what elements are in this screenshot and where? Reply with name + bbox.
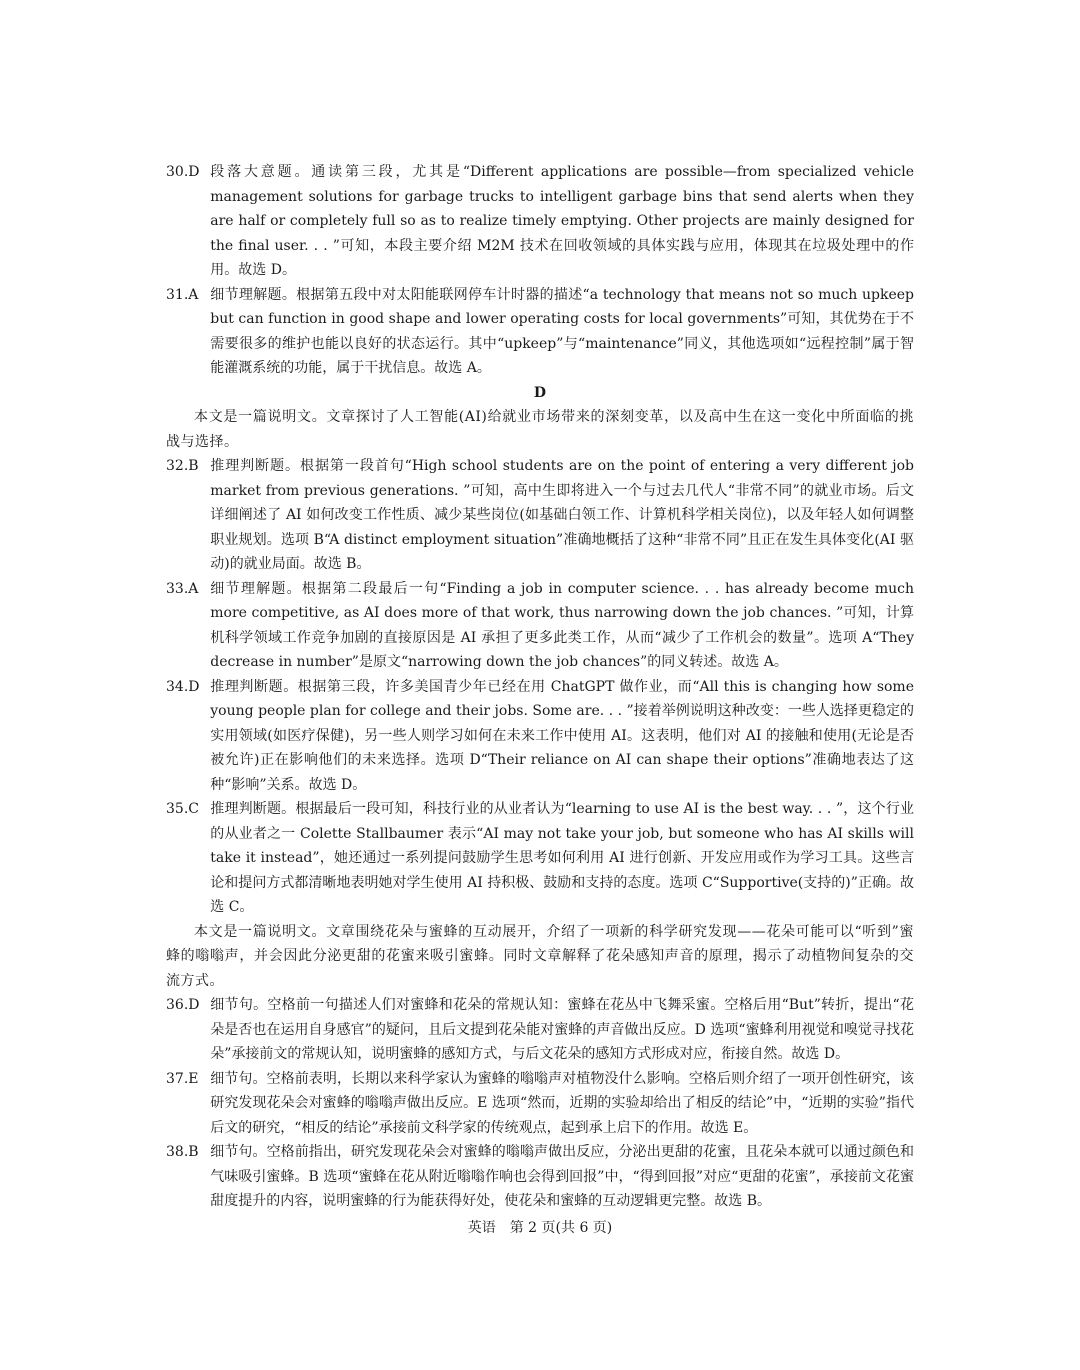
section-heading-d: D: [533, 384, 547, 401]
answer-list-part-3: [166, 993, 914, 1214]
answer-item-36: [166, 993, 914, 1067]
answer-explanation: 段落大意题。通读第三段，尤其是“Different applications are possible—from specialized vehicle management solutions for garbage trucks to intelligent garbage bins that send alerts when they are half or completely full so as to realize timely emptying. Other projects are mainly designed for the final user. . . ”可知，本段主要介绍 M2M 技术在回收领域的具体实践与应用，体现其在垃圾处理中的作用。故选 D。: [210, 164, 914, 278]
answer-letter: B: [188, 1144, 199, 1160]
answer-letter: A: [188, 580, 199, 597]
answer-explanation: 细节理解题。根据第二段最后一句“Finding a job in computer science. . . has already become much more competitive, as AI does more of that work, thus narrowing down the job chances. ”可知，计算机科学领域工作竞争加剧的直接原因是 AI 承担了更多此类工作，从而“减少了工作机会的数量”。选项 A“They decrease in number”是原文“narrowing down the job chances”的同义转述。故选 A。: [210, 580, 914, 670]
answer-explanation: 细节句。空格前指出，研究发现花朵会对蜜蜂的嗡嗡声做出反应，分泌出更甜的花蜜，且花朵本就可以通过颜色和气味吸引蜜蜂。B 选项“蜜蜂在花从附近嗡嗡作响也会得到回报”中，“得到回报”对应“更甜的花蜜”，承接前文花蜜甜度提升的内容，说明蜜蜂的行为能获得好处，使花朵和蜜蜂的互动逻辑更完整。故选 B。: [210, 1144, 914, 1209]
answer-letter: A: [188, 286, 199, 303]
question-number: 32.: [166, 458, 189, 474]
answer-list-part-1: [166, 160, 914, 381]
question-number: 33.: [166, 580, 189, 597]
answer-item-32: [166, 454, 914, 577]
answer-item-37: [166, 1067, 914, 1141]
passage-summary-2: 本文是一篇说明文。文章围绕花朵与蜜蜂的互动展开，介绍了一项新的科学研究发现——花朵可能可以“听到”蜜蜂的嗡嗡声，并会因此分泌更甜的花蜜来吸引蜜蜂。同时文章解释了花朵感知声音的原理，揭示了动植物间复杂的交流方式。: [166, 923, 914, 989]
answer-explanation: 细节句。空格前表明，长期以来科学家认为蜜蜂的嗡嗡声对植物没什么影响。空格后则介绍了一项开创性研究，该研究发现花朵会对蜜蜂的嗡嗡声做出反应。E 选项“然而，近期的实验却给出了相反的结论”中，“近期的实验”指代后文的研究，“相反的结论”承接前文科学家的传统观点，起到承上启下的作用。故选 E。: [210, 1070, 914, 1136]
question-number: 35.: [166, 801, 189, 817]
answer-item-30: [166, 160, 914, 283]
answer-explanation: 细节句。空格前一句描述人们对蜜蜂和花朵的常规认知：蜜蜂在花丛中飞舞采蜜。空格后用“But”转折，提出“花朵是否也在运用自身感官”的疑问，且后文提到花朵能对蜜蜂的声音做出反应。D 选项“蜜蜂利用视觉和嗅觉寻找花朵”承接前文的常规认知，说明蜜蜂的感知方式，与后文花朵的感知方式形成对应，衔接自然。故选 D。: [210, 997, 914, 1062]
answer-letter: D: [188, 164, 200, 180]
passage-summary-d: 本文是一篇说明文。文章探讨了人工智能(AI)给就业市场带来的深刻变革，以及高中生在这一变化中所面临的挑战与选择。: [166, 409, 914, 450]
answer-letter: E: [188, 1070, 199, 1087]
answer-item-35: [166, 797, 914, 920]
answer-letter: D: [188, 997, 200, 1013]
answer-item-34: [166, 675, 914, 798]
answer-item-33: [166, 577, 914, 675]
answer-item-38: [166, 1140, 914, 1214]
question-number: 31.: [166, 286, 189, 303]
question-number: 30.: [166, 164, 189, 180]
answer-explanation: 细节理解题。根据第五段中对太阳能联网停车计时器的描述“a technology that means not so much upkeep but can function in good shape and lower operating costs for local governments”可知，其优势在于不需要很多的维护也能以良好的状态运行。其中“upkeep”与“maintenance”同义，其他选项如“远程控制”属于智能灌溉系统的功能，属于干扰信息。故选 A。: [210, 286, 914, 376]
answer-explanation: 推理判断题。根据第三段，许多美国青少年已经在用 ChatGPT 做作业，而“All this is changing how some young people plan for college and their jobs. Some are. . . ”接着举例说明这种改变：一些人选择更稳定的实用领域(如医疗保健)，另一些人则学习如何在未来工作中使用 AI。这表明，他们对 AI 的接触和使用(无论是否被允许)正在影响他们的未来选择。选项 D“Their reliance on AI can shape their options”准确地表达了这种“影响”关系。故选 D。: [210, 678, 914, 793]
answer-explanation: 推理判断题。根据第一段首句“High school students are on the point of entering a very different job market from previous generations. ”可知，高中生即将进入一个与过去几代人“非常不同”的就业市场。后文详细阐述了 AI 如何改变工作性质、减少某些岗位(如基础白领工作、计算机科学相关岗位)，以及年轻人如何调整职业规划。选项 B“A distinct employment situation”准确地概括了这种“非常不同”且正在发生具体变化(AI 驱动)的就业局面。故选 B。: [210, 458, 914, 572]
answer-explanation: 推理判断题。根据最后一段可知，科技行业的从业者认为“learning to use AI is the best way. . . ”，这个行业的从业者之一 Colette Stallbaumer 表示“AI may not take your job, but someone who has AI skills will take it instead”，她还通过一系列提问鼓励学生思考如何利用 AI 进行创新、开发应用或作为学习工具。这些言论和提问方式都清晰地表明她对学生使用 AI 持积极、鼓励和支持的态度。选项 C“Supportive(支持的)”正确。故选 C。: [210, 801, 914, 915]
question-number: 38.: [166, 1144, 189, 1160]
question-number: 36.: [166, 997, 189, 1013]
page-footer: 英语 第 2 页(共 6 页): [467, 1220, 613, 1236]
answer-letter: B: [188, 458, 199, 474]
answer-list-part-2: [166, 454, 914, 920]
question-number: 37.: [166, 1070, 189, 1087]
answer-letter: D: [188, 678, 200, 695]
answer-item-31: [166, 283, 914, 381]
question-number: 34.: [166, 678, 189, 695]
answer-letter: C: [188, 801, 199, 817]
